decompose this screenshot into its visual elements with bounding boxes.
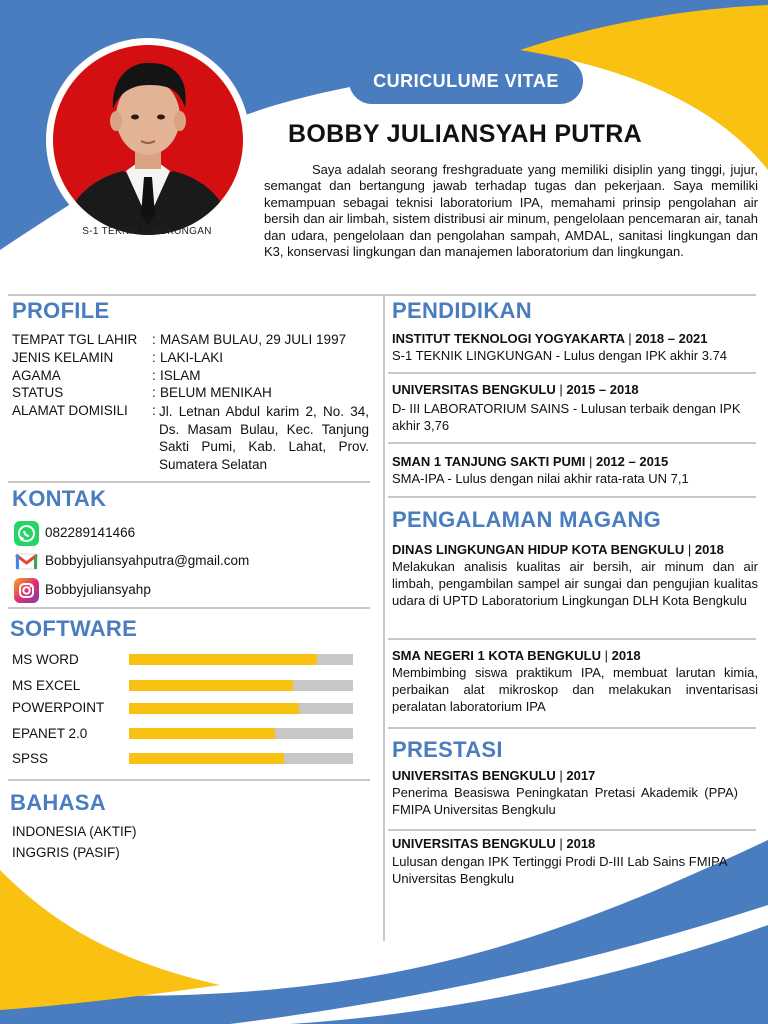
contact-heading: KONTAK (12, 486, 107, 511)
achievement-org: UNIVERSITAS BENGKULU (392, 768, 556, 783)
title-separator: | (628, 331, 632, 346)
section-divider (8, 779, 370, 781)
software-name: EPANET 2.0 (12, 726, 88, 741)
education-years: 2012 – 2015 (595, 454, 669, 469)
profile-colon: : (152, 332, 156, 347)
software-level-bar (129, 654, 353, 665)
profile-label: JENIS KELAMIN (12, 350, 114, 365)
software-name: SPSS (12, 751, 49, 766)
software-level-bar (129, 680, 353, 691)
achievement-year: 2017 (566, 768, 596, 783)
education-school: INSTITUT TEKNOLOGI YOGYAKARTA (392, 331, 625, 346)
software-level-bar (129, 728, 353, 739)
education-school: SMAN 1 TANJUNG SAKTI PUMI (392, 454, 586, 469)
education-years: 2015 – 2018 (566, 382, 639, 397)
title-separator: | (604, 648, 608, 663)
education-description: SMA-IPA - Lulus dengan nilai akhir rata-rata UN 7,1 (392, 471, 689, 486)
software-heading: SOFTWARE (10, 616, 138, 641)
education-heading: PENDIDIKAN (392, 298, 532, 323)
language-item: INGGRIS (PASIF) (12, 845, 120, 860)
education-entry-title (392, 331, 708, 346)
title-separator: | (559, 836, 563, 851)
profile-photo (53, 45, 243, 235)
profile-label: AGAMA (12, 368, 61, 383)
language-heading: BAHASA (10, 790, 106, 815)
software-level-bar (129, 753, 353, 764)
achievement-description: Lulusan dengan IPK Tertinggi Prodi D-III Lab Sains FMIPA Universitas Bengkulu (392, 854, 727, 886)
section-divider (8, 607, 370, 609)
education-entry-title (392, 382, 639, 397)
software-level-fill (129, 654, 317, 665)
profile-colon: : (152, 368, 156, 383)
software-level-fill (129, 753, 284, 764)
internship-description: Melakukan analisis kualitas air bersih, air minum dan air limbah, pengambilan sampel air sungai dan pengujian kualitas udara di UPTD Laboratorium Lingkungan DLH Kota Bengkulu (392, 559, 758, 608)
summary-paragraph: Saya adalah seorang freshgraduate yang memiliki disiplin yang tinggi, jujur, semangat dan bertangung jawab terhadap tugas dan pekerjaan. Saya memiliki kemampuan sebagai teknisi laboratorium IPA, memahami prinsip pengolahan air bersih dan air limbah, sistem distribusi air minum, pengelolaan pencemaran air, tanah dan udara, pengelolaan dan pengolahan sampah, AMDAL, sanitasi lingkungan dan K3, konservasi lingkungan dan manajemen laboratorium dan lingkungan. (264, 162, 758, 260)
instagram-icon (14, 578, 39, 603)
title-separator: | (588, 454, 593, 469)
education-years: 2018 – 2021 (635, 331, 708, 346)
software-level-fill (129, 703, 299, 714)
internship-description: Membimbing siswa praktikum IPA, membuat larutan kimia, perbaikan alat mikroskop dan melakukan inventarisasi peralatan laboratorium IPA (392, 665, 758, 714)
education-entry-title (392, 454, 668, 469)
profile-value: ISLAM (160, 368, 201, 383)
entry-divider (388, 372, 756, 374)
internship-entry-title (392, 542, 724, 557)
cv-title-badge: CURICULUME VITAE (349, 58, 583, 104)
whatsapp-icon (14, 521, 39, 546)
profile-heading: PROFILE (12, 298, 110, 323)
email-address[interactable]: Bobbyjuliansyahputra@gmail.com (45, 553, 250, 568)
entry-divider (388, 442, 756, 444)
education-description: D- III LABORATORIUM SAINS - Lulusan terbaik dengan IPK akhir 3,76 (392, 401, 741, 433)
language-item: INDONESIA (AKTIF) (12, 824, 137, 839)
achievements-heading: PRESTASI (392, 737, 503, 762)
achievement-description: Penerima Beasiswa Peningkatan Pretasi Akademik (PPA) FMIPA Universitas Bengkulu (392, 785, 738, 817)
title-separator: | (687, 542, 692, 557)
education-school: UNIVERSITAS BENGKULU (392, 382, 556, 397)
achievement-org: UNIVERSITAS BENGKULU (392, 836, 556, 851)
software-level-fill (129, 680, 293, 691)
internship-year: 2018 (694, 542, 724, 557)
education-description: S-1 TEKNIK LINGKUNGAN - Lulus dengan IPK akhir 3.74 (392, 348, 728, 363)
section-divider (388, 496, 756, 498)
achievement-entry-title (392, 768, 595, 783)
section-divider (8, 481, 370, 483)
achievement-entry-title (392, 836, 595, 851)
instagram-handle[interactable]: Bobbyjuliansyahp (45, 582, 151, 597)
software-name: MS WORD (12, 652, 79, 667)
profile-colon: : (152, 385, 156, 400)
internship-place: SMA NEGERI 1 KOTA BENGKULU (392, 648, 601, 663)
degree-caption: S-1 TEKNIK LINGKUNGAN (82, 226, 212, 237)
profile-value: BELUM MENIKAH (160, 385, 272, 400)
title-separator: | (559, 768, 563, 783)
section-divider (388, 727, 756, 729)
phone-number[interactable]: 082289141466 (45, 525, 136, 540)
entry-divider (388, 638, 756, 640)
column-divider (383, 296, 385, 941)
header-divider (8, 294, 756, 296)
software-name: MS EXCEL (12, 678, 81, 693)
internship-heading: PENGALAMAN MAGANG (392, 507, 662, 532)
profile-colon: : (152, 403, 156, 418)
entry-divider (388, 829, 756, 831)
profile-label: STATUS (12, 385, 64, 400)
internship-year: 2018 (611, 648, 641, 663)
title-separator: | (559, 382, 563, 397)
achievement-year: 2018 (566, 836, 596, 851)
gmail-icon (14, 549, 39, 574)
internship-entry-title (392, 648, 641, 663)
software-level-fill (129, 728, 275, 739)
profile-label: TEMPAT TGL LAHIR (12, 332, 138, 347)
software-level-bar (129, 703, 353, 714)
profile-value: LAKI-LAKI (160, 350, 224, 365)
profile-value: MASAM BULAU, 29 JULI 1997 (160, 332, 347, 347)
internship-place: DINAS LINGKUNGAN HIDUP KOTA BENGKULU (392, 542, 685, 557)
profile-colon: : (152, 350, 156, 365)
software-name: POWERPOINT (12, 700, 105, 715)
address-value: Jl. Letnan Abdul karim 2, No. 34, Ds. Masam Bulau, Kec. Tanjung Sakti Pumi, Kab. Lahat, Prov. Sumatera Selatan (159, 404, 369, 472)
profile-label: ALAMAT DOMISILI (12, 403, 128, 418)
candidate-name: BOBBY JULIANSYAH PUTRA (288, 120, 642, 148)
